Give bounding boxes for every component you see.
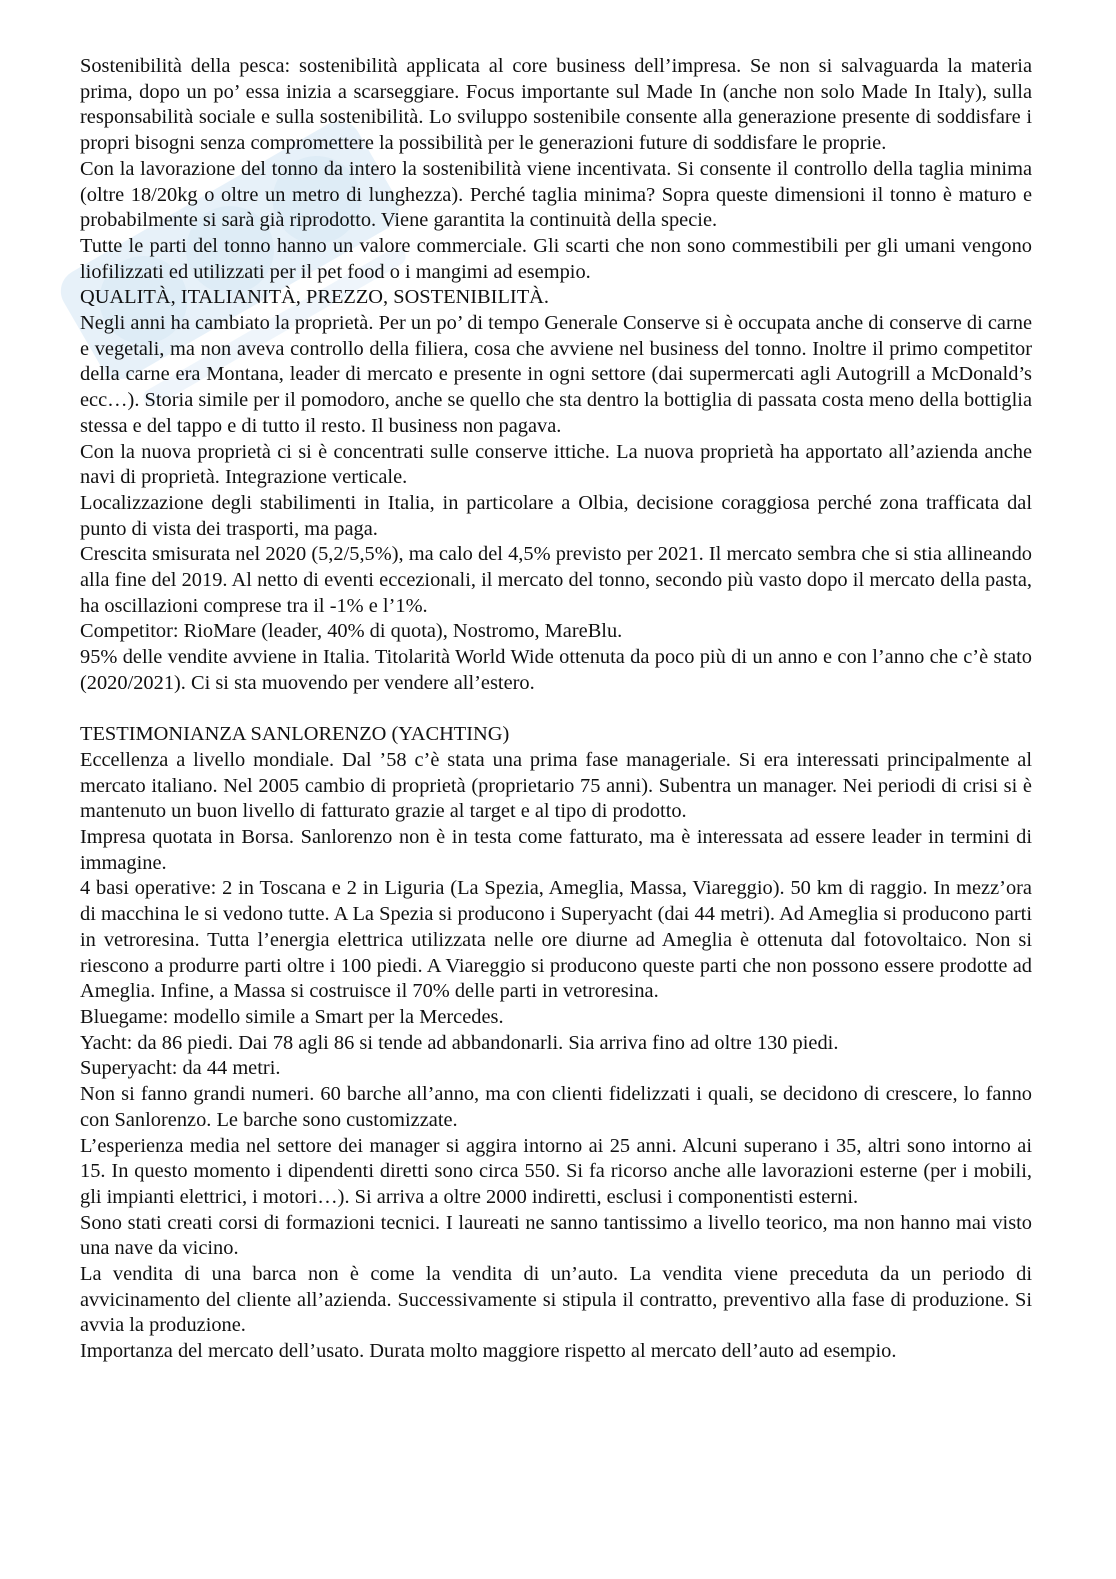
paragraph: Sostenibilità della pesca: sostenibilità applicata al core business dell’impresa. Se non si salvaguarda la materia prima, dopo un po’ essa inizia a scarseggiare. Focus importante sul Made In (anche non solo Made In Italy), sulla responsabilità sociale e sulla sostenibilità. Lo sviluppo sostenibile consente alla generazione presente di soddisfare i propri bisogni senza compromettere la possibilità per le generazioni future di soddisfare le proprie. bbox=[80, 55, 1032, 155]
paragraph: Non si fanno grandi numeri. 60 barche all’anno, ma con clienti fidelizzati i quali, se decidono di crescere, lo fanno con Sanlorenzo. Le barche sono customizzate. bbox=[80, 1083, 1032, 1131]
document-page bbox=[80, 54, 1032, 1365]
paragraph: Superyacht: da 44 metri. bbox=[80, 1057, 281, 1080]
paragraph: Sono stati creati corsi di formazioni tecnici. I laureati ne sanno tantissimo a livello teorico, ma non hanno mai visto una nave da vicino. bbox=[80, 1211, 1032, 1260]
paragraph: La vendita di una barca non è come la vendita di un’auto. La vendita viene preceduta da un periodo di avvicinamento del cliente all’azienda. Successivamente si stipula il contratto, preventivo alla fase di produzione. Si avvia la produzione. bbox=[80, 1263, 1032, 1337]
keywords-line: QUALITÀ, ITALIANITÀ, PREZZO, SOSTENIBILITÀ. bbox=[80, 286, 549, 309]
paragraph: Negli anni ha cambiato la proprietà. Per un po’ di tempo Generale Conserve si è occupata anche di conserve di carne e vegetali, ma non aveva controllo della filiera, cosa che avviene nel business del tonno. Inoltre il primo competitor della carne era Montana, leader di mercato e presente in ogni settore (dai supermercati agli Autogrill a McDonald’s ecc…). Storia simile per il pomodoro, anche se quello che sta dentro la bottiglia di passata costa meno della bottiglia stessa e del tappo e di tutto il resto. Il business non pagava. bbox=[80, 312, 1032, 437]
section-heading: TESTIMONIANZA SANLORENZO (YACHTING) bbox=[80, 723, 510, 746]
paragraph: Impresa quotata in Borsa. Sanlorenzo non è in testa come fatturato, ma è interessata ad essere leader in termini di immagine. bbox=[80, 826, 1032, 874]
paragraph: Crescita smisurata nel 2020 (5,2/5,5%), ma calo del 4,5% previsto per 2021. Il mercato sembra che si stia allineando alla fine del 2019. Al netto di eventi eccezionali, il mercato del tonno, secondo più vasto dopo il mercato della pasta, ha oscillazioni comprese tra il -1% e l’1%. bbox=[80, 543, 1032, 617]
paragraph: Localizzazione degli stabilimenti in Italia, in particolare a Olbia, decisione coraggiosa perché zona trafficata dal punto di vista dei trasporti, ma paga. bbox=[80, 491, 1032, 540]
paragraph: Importanza del mercato dell’usato. Durata molto maggiore rispetto al mercato dell’auto ad esempio. bbox=[80, 1340, 897, 1363]
paragraph: Bluegame: modello simile a Smart per la Mercedes. bbox=[80, 1006, 504, 1028]
paragraph: L’esperienza media nel settore dei manager si aggira intorno ai 25 anni. Alcuni superano i 35, altri sono intorno ai 15. In questo momento i dipendenti diretti sono circa 550. Si fa ricorso anche alle lavorazioni esterne (per i mobili, gli impianti elettrici, i motori…). Si arriva a oltre 2000 indiretti, esclusi i componentisti esterni. bbox=[80, 1134, 1032, 1208]
paragraph: Eccellenza a livello mondiale. Dal ’58 c’è stata una prima fase manageriale. Si era interessati principalmente al mercato italiano. Nel 2005 cambio di proprietà (proprietario 75 anni). Subentra un manager. Nei periodi di crisi si è mantenuto un buon livello di fatturato grazie al target e al tipo di prodotto. bbox=[80, 748, 1032, 823]
paragraph: Con la lavorazione del tonno da intero la sostenibilità viene incentivata. Si consente il controllo della taglia minima (oltre 18/20kg o oltre un metro di lunghezza). Perché taglia minima? Sopra queste dimensioni il tonno è maturo e probabilmente si sarà già riprodotto. Viene garantita la continuità della specie. bbox=[80, 157, 1032, 232]
paragraph: Competitor: RioMare (leader, 40% di quota), Nostromo, MareBlu. bbox=[80, 620, 623, 643]
paragraph: Tutte le parti del tonno hanno un valore commerciale. Gli scarti che non sono commestibili per gli umani vengono liofilizzati ed utilizzati per il pet food o i mangimi ad esempio. bbox=[80, 234, 1032, 283]
blank-line bbox=[80, 697, 1032, 723]
paragraph: Con la nuova proprietà ci si è concentrati sulle conserve ittiche. La nuova proprietà ha apportato all’azienda anche navi di proprietà. Integrazione verticale. bbox=[80, 440, 1032, 489]
paragraph: Yacht: da 86 piedi. Dai 78 agli 86 si tende ad abbandonarli. Sia arriva fino ad oltre 130 piedi. bbox=[80, 1031, 839, 1054]
paragraph: 4 basi operative: 2 in Toscana e 2 in Liguria (La Spezia, Ameglia, Massa, Viareggio). 50 km di raggio. In mezz’ora di macchina le si vedono tutte. A La Spezia si producono i Superyacht (dai 44 metri). Ad Ameglia si producono parti in vetroresina. Tutta l’energia elettrica utilizzata nelle ore diurne ad Ameglia è ottenuta dal fotovoltaico. Non si riescono a produrre parti oltre i 100 piedi. A Viareggio si producono queste parti che non possono essere prodotte ad Ameglia. Infine, a Massa si costruisce il 70% delle parti in vetroresina. bbox=[80, 877, 1032, 1003]
paragraph: 95% delle vendite avviene in Italia. Titolarità World Wide ottenuta da poco più di un anno e con l’anno che c’è stato (2020/2021). Ci si sta muovendo per vendere all’estero. bbox=[80, 646, 1032, 694]
